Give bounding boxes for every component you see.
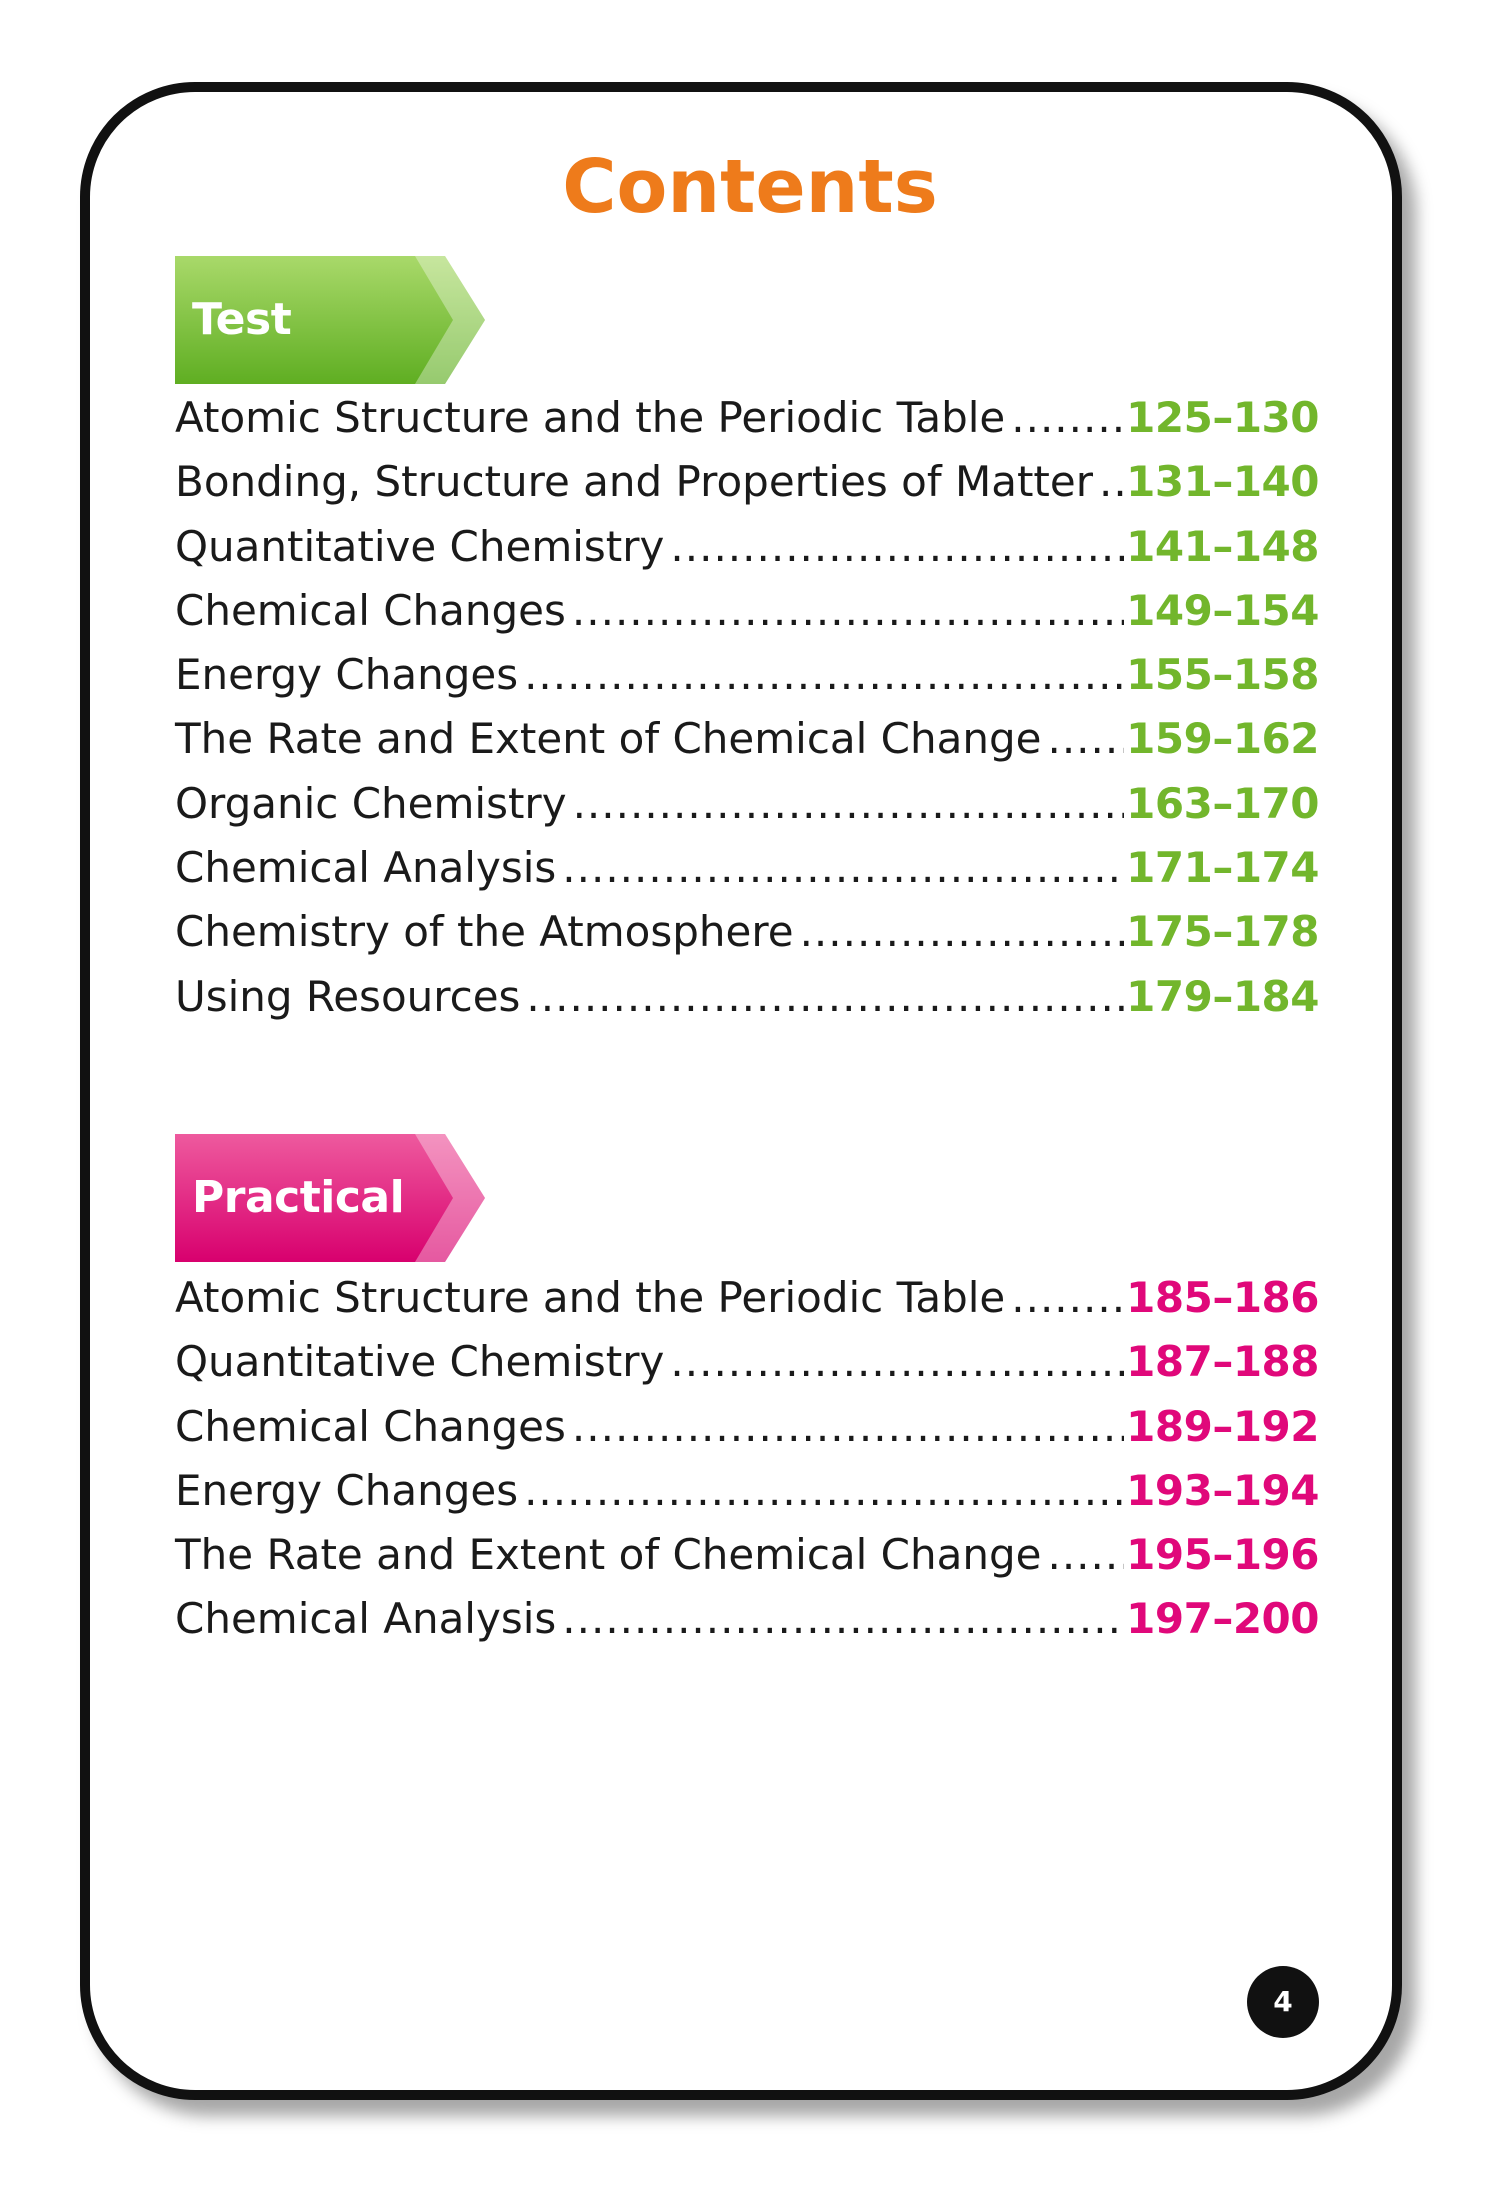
toc-entry-title: Organic Chemistry	[175, 778, 567, 828]
toc-entry-title: Chemistry of the Atmosphere	[175, 907, 794, 957]
toc-entry-pages: 179–184	[1126, 971, 1319, 1021]
toc-entry[interactable]	[175, 515, 1319, 579]
toc-entry[interactable]	[175, 1266, 1319, 1330]
page-card	[80, 82, 1402, 2100]
page-number-badge: 4	[1247, 1966, 1319, 2038]
toc-entry-pages: 163–170	[1126, 778, 1319, 828]
dot-leader	[670, 515, 1124, 579]
toc-entry-pages: 125–130	[1126, 393, 1319, 442]
toc-entry[interactable]	[175, 643, 1319, 707]
dot-leader	[526, 965, 1124, 1029]
toc-entry-title: Chemical Analysis	[175, 1594, 557, 1644]
toc-entry[interactable]	[175, 1395, 1319, 1459]
toc-entry-pages: 141–148	[1126, 521, 1319, 571]
toc-entry-title: The Rate and Extent of Chemical Change	[175, 1530, 1042, 1580]
toc-entry[interactable]	[175, 1523, 1319, 1587]
section-banner-practical	[175, 1134, 485, 1262]
toc-entry[interactable]	[175, 386, 1319, 450]
toc-entry[interactable]	[175, 1459, 1319, 1523]
toc-entry-pages: 171–174	[1126, 843, 1319, 893]
section-label-test: Test	[192, 294, 292, 345]
toc-entry-pages: 155–158	[1126, 650, 1319, 700]
toc-entry-title: The Rate and Extent of Chemical Change	[175, 714, 1042, 764]
dot-leader	[670, 1330, 1124, 1394]
toc-entry-pages: 159–162	[1126, 714, 1319, 764]
toc-entry-pages: 185–186	[1126, 1273, 1319, 1322]
dot-leader	[800, 900, 1125, 964]
toc-entry-title: Chemical Changes	[175, 1401, 566, 1451]
toc-entry-title: Energy Changes	[175, 1465, 519, 1515]
dot-leader	[1011, 386, 1124, 450]
toc-entry-title: Energy Changes	[175, 650, 519, 700]
dot-leader	[1047, 707, 1124, 771]
dot-leader	[562, 836, 1124, 900]
toc-list-practical	[175, 1266, 1319, 1652]
toc-entry-title: Bonding, Structure and Properties of Matter	[175, 457, 1093, 507]
dot-leader	[572, 579, 1124, 643]
toc-entry-title: Quantitative Chemistry	[175, 521, 665, 571]
toc-entry-pages: 149–154	[1126, 585, 1319, 635]
toc-entry-pages: 193–194	[1126, 1465, 1319, 1515]
dot-leader	[1047, 1523, 1124, 1587]
toc-list-test	[175, 386, 1319, 1029]
toc-entry[interactable]	[175, 450, 1319, 514]
toc-entry[interactable]	[175, 1587, 1319, 1651]
toc-entry-title: Quantitative Chemistry	[175, 1337, 665, 1387]
dot-leader	[524, 1459, 1124, 1523]
toc-entry[interactable]	[175, 707, 1319, 771]
toc-entry-pages: 195–196	[1126, 1530, 1319, 1580]
toc-entry-title: Chemical Analysis	[175, 843, 557, 893]
section-banner-test	[175, 256, 485, 384]
dot-leader	[1011, 1266, 1124, 1330]
dot-leader	[1099, 450, 1124, 514]
toc-entry[interactable]	[175, 836, 1319, 900]
toc-entry[interactable]	[175, 772, 1319, 836]
toc-entry-pages: 189–192	[1126, 1401, 1319, 1451]
toc-entry[interactable]	[175, 579, 1319, 643]
dot-leader	[572, 1395, 1124, 1459]
section-label-practical: Practical	[192, 1172, 405, 1223]
toc-entry[interactable]	[175, 965, 1319, 1029]
dot-leader	[562, 1587, 1124, 1651]
toc-entry-title: Atomic Structure and the Periodic Table	[175, 393, 1006, 442]
toc-entry-title: Using Resources	[175, 971, 521, 1021]
toc-entry-pages: 197–200	[1126, 1594, 1319, 1644]
toc-entry[interactable]	[175, 900, 1319, 964]
dot-leader	[524, 643, 1124, 707]
toc-entry-pages: 131–140	[1126, 457, 1319, 507]
toc-entry-title: Chemical Changes	[175, 585, 566, 635]
toc-entry[interactable]	[175, 1330, 1319, 1394]
dot-leader	[573, 772, 1125, 836]
toc-entry-pages: 187–188	[1126, 1337, 1319, 1387]
page-title: Contents	[562, 144, 938, 230]
toc-entry-title: Atomic Structure and the Periodic Table	[175, 1273, 1006, 1322]
toc-entry-pages: 175–178	[1126, 907, 1319, 957]
